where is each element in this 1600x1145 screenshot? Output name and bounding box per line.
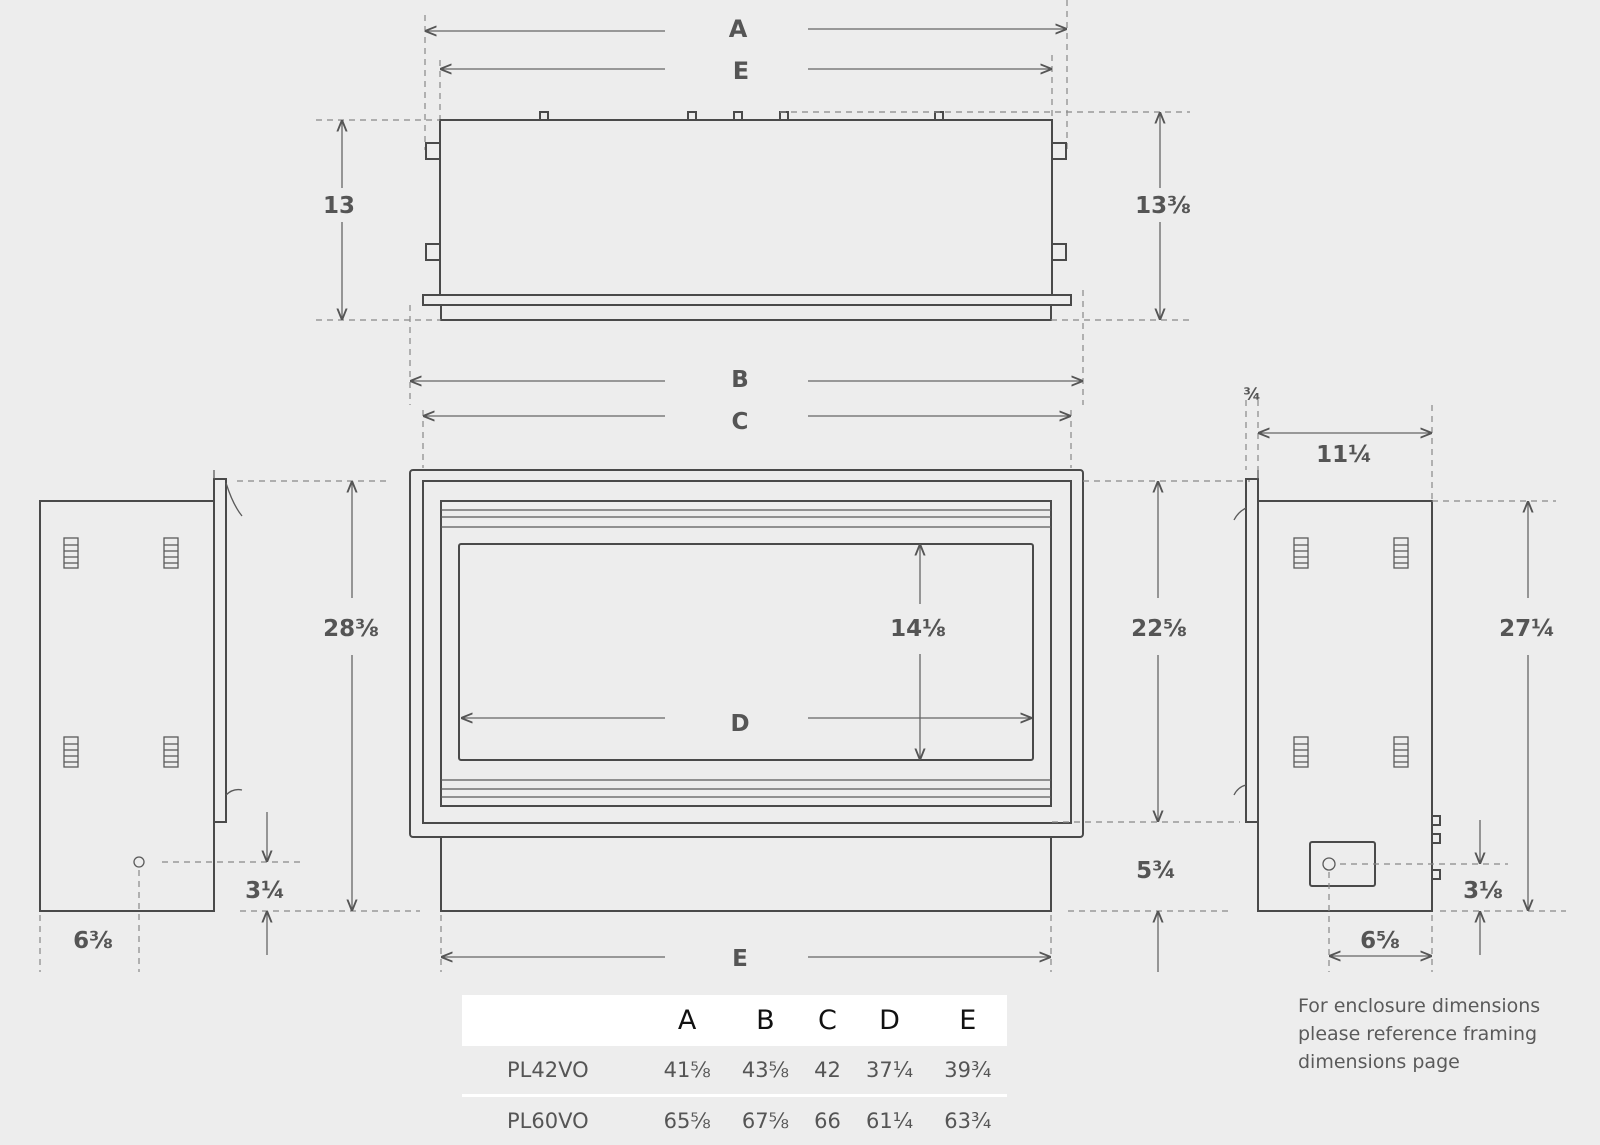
table-cell: 61¼ — [850, 1096, 928, 1145]
dim-label-right-offset: ¾ — [1243, 385, 1261, 405]
table-cell: 43⅝ — [726, 1046, 804, 1096]
model-cell: PL42VO — [462, 1046, 648, 1096]
dim-label-c: C — [732, 409, 749, 435]
dimension-table — [462, 995, 1007, 1145]
column-header-c: C — [805, 995, 851, 1046]
dim-label-right-gas-depth: 6⅝ — [1360, 928, 1400, 954]
dim-label-right-depth: 11¼ — [1316, 442, 1372, 468]
dim-label-e-bottom: E — [732, 946, 748, 972]
table-row — [462, 1096, 1007, 1145]
enclosure-note: For enclosure dimensions please reference framing dimensions page — [1298, 992, 1558, 1076]
dim-label-b: B — [731, 367, 749, 393]
dim-label-right-height: 27¼ — [1499, 616, 1555, 642]
dim-label-opening-height: 14⅛ — [890, 616, 946, 642]
dim-label-top-right-height: 13⅜ — [1135, 193, 1191, 219]
column-header-b: B — [726, 995, 804, 1046]
table-cell: 39¾ — [929, 1046, 1007, 1096]
table-cell: 41⅝ — [648, 1046, 726, 1096]
top-view — [316, 0, 1191, 468]
dim-label-front-height: 28⅜ — [323, 616, 379, 642]
dim-label-top-left-height: 13 — [323, 193, 355, 219]
dim-label-d: D — [730, 711, 749, 737]
dim-label-a: A — [729, 15, 748, 43]
column-header-a: A — [648, 995, 726, 1046]
table-cell: 37¼ — [850, 1046, 928, 1096]
left-side-view — [40, 470, 300, 972]
column-header-d: D — [850, 995, 928, 1046]
column-header — [462, 995, 648, 1046]
table-cell: 65⅝ — [648, 1096, 726, 1145]
front-view — [237, 470, 1250, 972]
table-row — [462, 1046, 1007, 1096]
dim-label-frame-height: 22⅝ — [1131, 616, 1187, 642]
dim-label-base-height: 5¾ — [1136, 858, 1176, 884]
dim-label-e-top: E — [733, 57, 749, 85]
table-cell: 42 — [805, 1046, 851, 1096]
table-header-row — [462, 995, 1007, 1046]
dim-label-left-gas-depth: 6⅜ — [73, 928, 113, 954]
table-cell: 66 — [805, 1096, 851, 1145]
dim-label-left-gas-height: 3¼ — [245, 878, 285, 904]
model-cell: PL60VO — [462, 1096, 648, 1145]
table-cell: 63¾ — [929, 1096, 1007, 1145]
column-header-e: E — [929, 995, 1007, 1046]
right-side-view — [1234, 385, 1566, 972]
dim-label-right-gas-height: 3⅛ — [1463, 878, 1503, 904]
table-cell: 67⅝ — [726, 1096, 804, 1145]
